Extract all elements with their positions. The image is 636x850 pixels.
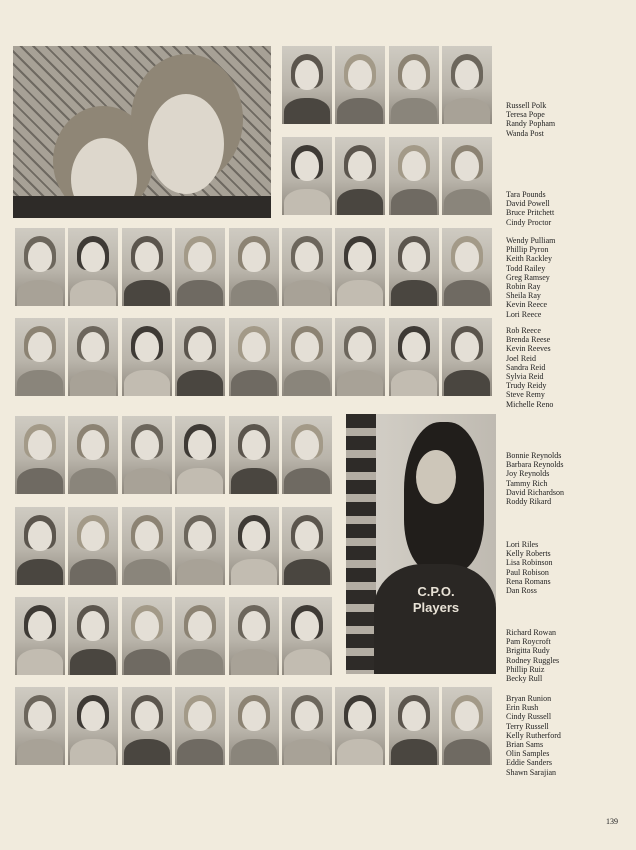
- student-portrait: [68, 597, 118, 675]
- student-portrait: [68, 507, 118, 585]
- student-portrait: [389, 137, 439, 215]
- student-portrait: [122, 597, 172, 675]
- student-portrait: [282, 687, 332, 765]
- student-name: Bonnie Reynolds: [506, 451, 562, 460]
- student-portrait: [175, 228, 225, 306]
- student-name: Cindy Proctor: [506, 217, 552, 227]
- student-name: Becky Rull: [506, 674, 543, 684]
- student-name: Rob Reece: [506, 326, 541, 335]
- student-name: Rena Romans: [506, 576, 551, 586]
- student-name: Robin Ray: [506, 282, 541, 292]
- student-name: Eddie Sanders: [506, 758, 552, 768]
- student-portrait: [122, 687, 172, 765]
- student-portrait: [389, 228, 439, 306]
- student-portrait: [335, 228, 385, 306]
- student-portrait: [282, 228, 332, 306]
- student-portrait: [229, 318, 279, 396]
- student-portrait: [282, 318, 332, 396]
- student-name: Phillip Ruiz: [506, 664, 545, 674]
- student-name: Tara Pounds: [506, 190, 546, 199]
- student-name: Kelly Roberts: [506, 549, 551, 559]
- student-portrait: [282, 137, 332, 215]
- name-list-4: [506, 326, 553, 409]
- student-name: David Powell: [506, 199, 550, 209]
- student-name: Lori Reece: [506, 309, 542, 319]
- page-number: 139: [606, 817, 618, 826]
- student-portrait: [229, 687, 279, 765]
- student-portrait: [389, 318, 439, 396]
- student-portrait: [68, 318, 118, 396]
- student-portrait: [442, 687, 492, 765]
- student-portrait: [282, 416, 332, 494]
- student-name: Keith Rackley: [506, 254, 552, 264]
- student-portrait: [15, 318, 65, 396]
- student-portrait: [335, 137, 385, 215]
- student-portrait: [122, 318, 172, 396]
- name-list-3: [506, 236, 555, 319]
- student-name: Greg Ramsey: [506, 272, 550, 282]
- student-portrait: [335, 318, 385, 396]
- student-portrait: [282, 597, 332, 675]
- student-portrait: [389, 687, 439, 765]
- student-name: David Richardson: [506, 487, 564, 497]
- student-portrait: [15, 416, 65, 494]
- student-name: Todd Railey: [506, 263, 546, 273]
- student-name: Bruce Pritchett: [506, 208, 555, 218]
- student-portrait: [15, 507, 65, 585]
- student-name: Bryan Runion: [506, 694, 552, 703]
- student-name: Kevin Reece: [506, 300, 548, 310]
- student-portrait: [15, 597, 65, 675]
- student-portrait: [68, 228, 118, 306]
- student-name: Rodney Ruggles: [506, 655, 560, 665]
- student-name: Sheila Ray: [506, 291, 541, 301]
- student-portrait: [335, 46, 385, 124]
- student-portrait: [175, 507, 225, 585]
- student-name: Kelly Rutherford: [506, 730, 561, 740]
- student-name: Phillip Pyron: [506, 245, 549, 255]
- student-name: Cindy Russell: [506, 712, 552, 722]
- student-portrait: [229, 507, 279, 585]
- student-name: Tammy Rich: [506, 478, 548, 488]
- student-portrait: [389, 46, 439, 124]
- student-portrait: [282, 507, 332, 585]
- student-portrait: [15, 228, 65, 306]
- student-portrait: [442, 318, 492, 396]
- student-portrait: [442, 228, 492, 306]
- student-portrait: [68, 687, 118, 765]
- name-list-7: [506, 628, 559, 683]
- student-name: Brenda Reese: [506, 335, 551, 345]
- student-portrait: [442, 46, 492, 124]
- student-name: Brigitta Rudy: [506, 646, 550, 656]
- student-name: Lisa Robinson: [506, 558, 553, 568]
- name-list-6: [506, 540, 552, 595]
- student-name: Joel Reid: [506, 353, 536, 363]
- student-name: Erin Rush: [506, 703, 539, 713]
- name-list-1: [506, 101, 555, 138]
- student-name: Teresa Pope: [506, 110, 545, 120]
- student-name: Wendy Pulliam: [506, 236, 556, 245]
- student-name: Randy Popham: [506, 119, 556, 129]
- student-name: Richard Rowan: [506, 628, 556, 637]
- student-name: Joy Reynolds: [506, 469, 550, 479]
- student-portrait: [282, 46, 332, 124]
- student-portrait: [68, 416, 118, 494]
- student-name: Michelle Reno: [506, 399, 554, 409]
- student-portrait: [175, 597, 225, 675]
- student-name: Brian Sams: [506, 740, 544, 750]
- student-portrait: [229, 416, 279, 494]
- student-portrait: [122, 228, 172, 306]
- student-name: Barbara Reynolds: [506, 460, 564, 470]
- student-name: Pam Roycroft: [506, 637, 551, 647]
- name-list-8: [506, 694, 561, 777]
- student-portrait: [15, 687, 65, 765]
- student-name: Olin Samples: [506, 749, 550, 759]
- student-name: Dan Ross: [506, 586, 537, 596]
- student-portrait: [175, 318, 225, 396]
- shirt-print: C.P.O. Players: [412, 584, 460, 615]
- student-name: Paul Robison: [506, 567, 549, 577]
- student-portrait: [229, 597, 279, 675]
- student-portrait: [335, 687, 385, 765]
- student-name: Sandra Reid: [506, 362, 546, 372]
- student-name: Trudy Reidy: [506, 381, 547, 391]
- student-name: Lori Riles: [506, 540, 539, 549]
- student-name: Terry Russell: [506, 721, 549, 731]
- name-list-5: [506, 451, 564, 506]
- student-name: Sylvia Reid: [506, 372, 544, 382]
- student-name: Kevin Reeves: [506, 344, 551, 354]
- student-name: Roddy Rikard: [506, 497, 552, 507]
- student-name: Russell Polk: [506, 101, 547, 110]
- student-name: Shawn Sarajian: [506, 767, 556, 777]
- student-portrait: [122, 416, 172, 494]
- student-portrait: [175, 416, 225, 494]
- student-portrait: [229, 228, 279, 306]
- student-portrait: [122, 507, 172, 585]
- student-portrait: [175, 687, 225, 765]
- candid-photo-girl-in-shirt: [346, 414, 496, 674]
- student-name: Wanda Post: [506, 128, 544, 138]
- name-list-2: [506, 190, 554, 227]
- student-portrait: [442, 137, 492, 215]
- student-name: Steve Remy: [506, 390, 545, 400]
- candid-photo-two-girls: [13, 46, 271, 218]
